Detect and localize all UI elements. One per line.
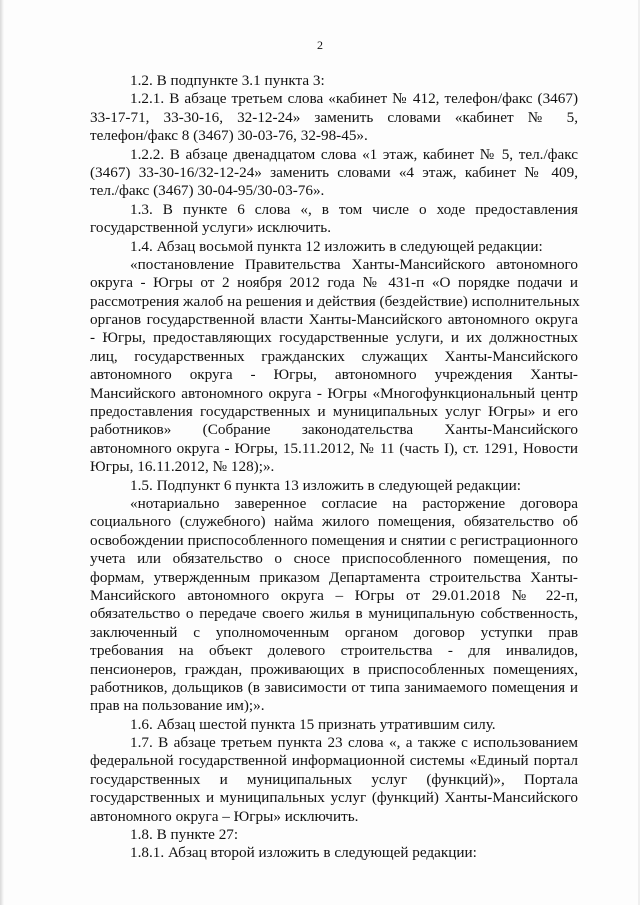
text-line: федеральной государственной информационной системы «Единый портал — [90, 752, 578, 770]
text-line: работников, дольщиков (в зависимости от типа занимаемого помещения и — [90, 678, 578, 696]
text-line: государственной услуги» исключить. — [90, 219, 332, 237]
text-line: требования на объект долевого строительства - для инвалидов, — [90, 642, 578, 660]
text-line: Югры, 16.11.2012, № 128);». — [90, 458, 275, 476]
text-line: формам, утвержденным приказом Департамента строительства Ханты- — [90, 568, 578, 586]
document-body — [90, 72, 578, 863]
text-line: работников» (Собрание законодательства Ханты-Мансийского — [90, 421, 578, 439]
text-line: 1.2.1. В абзаце третьем слова «кабинет № 412, телефон/факс (3467) — [130, 90, 578, 108]
text-line: предоставления государственных и муниципальных услуг Югры» и его — [90, 403, 578, 421]
page-number: 2 — [317, 38, 323, 52]
text-line: 1.4. Абзац восьмой пункта 12 изложить в следующей редакции: — [130, 237, 543, 255]
text-line: - Югры, предоставляющих государственные услуги, и их должностных — [90, 329, 578, 347]
text-line: 1.8.1. Абзац второй изложить в следующей редакции: — [130, 844, 477, 862]
text-line: Мансийского автономного округа – Югры от 29.01.2018 № 22-п, — [90, 586, 578, 604]
text-line: автономного округа – Югры» исключить. — [90, 807, 359, 825]
text-line: прав на пользование им);». — [90, 697, 265, 715]
text-line: 1.2.2. В абзаце двенадцатом слова «1 этаж, кабинет № 5, тел./факс — [130, 145, 578, 163]
text-line: 1.8. В пункте 27: — [130, 826, 239, 844]
text-line: лиц, государственных гражданских служащих Ханты-Мансийского — [90, 347, 578, 365]
text-line: 1.6. Абзац шестой пункта 15 признать утратившим силу. — [130, 715, 496, 733]
text-line: 1.5. Подпункт 6 пункта 13 изложить в следующей редакции: — [130, 476, 521, 494]
scan-left-edge — [0, 0, 4, 905]
text-line: социального (служебного) найма жилого помещения, обязательство об — [90, 513, 578, 531]
text-line: освобождении приспособленного помещения и снятии с регистрационного — [90, 531, 578, 549]
text-line: Мансийского автономного округа - Югры «Многофункциональный центр — [90, 384, 578, 402]
text-line: 1.2. В подпункте 3.1 пункта 3: — [130, 72, 325, 89]
text-line: учета или обязательство о сносе приспособленного помещения, по — [90, 550, 578, 568]
text-line: тел./факс (3467) 30-04-95/30-03-76». — [90, 182, 325, 200]
text-line: 1.3. В пункте 6 слова «, в том числе о ходе предоставления — [130, 200, 578, 218]
text-line: пенсионеров, граждан, проживающих в приспособленных помещениях, — [90, 660, 578, 678]
text-line: заключенный с уполномоченным органом договор уступки прав — [90, 623, 578, 641]
text-line: «постановление Правительства Ханты-Мансийского автономного — [130, 255, 578, 273]
text-line: телефон/факс 8 (3467) 30-03-76, 32-98-45». — [90, 127, 368, 145]
text-line: 1.7. В абзаце третьем пункта 23 слова «, а также с использованием — [130, 734, 578, 752]
text-line: автономного округа - Югры, автономного учреждения Ханты- — [90, 366, 578, 384]
text-line: государственных и муниципальных услуг (функций)», Портала — [90, 770, 578, 788]
text-line: 33-17-71, 33-30-16, 32-12-24» заменить словами «кабинет № 5, — [90, 108, 578, 126]
text-line: рассмотрения жалоб на решения и действия (бездействие) исполнительных — [90, 292, 580, 310]
text-line: (3467) 33-30-16/32-12-24» заменить словами «4 этаж, кабинет № 409, — [90, 163, 578, 181]
text-line: государственных и муниципальных услуг (функций) Ханты-Мансийского — [90, 789, 578, 807]
text-line: обязательство о передаче своего жилья в муниципальную собственность, — [90, 605, 578, 623]
text-line: «нотариально заверенное согласие на расторжение договора — [130, 494, 578, 512]
text-line: автономного округа - Югры, 15.11.2012, № 11 (часть I), ст. 1291, Новости — [90, 439, 578, 457]
text-line: органов государственной власти Ханты-Мансийского автономного округа — [90, 311, 578, 329]
text-line: округа - Югры от 2 ноября 2012 года № 431-п «О порядке подачи и — [90, 274, 578, 292]
